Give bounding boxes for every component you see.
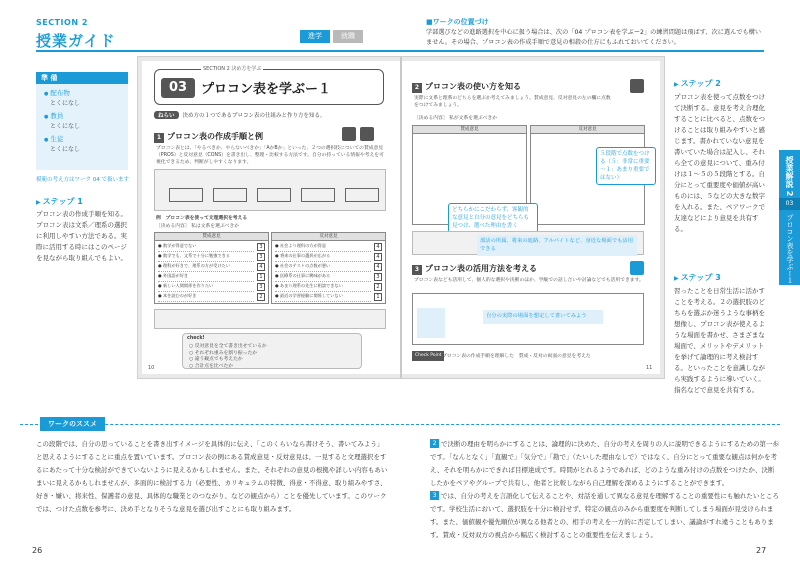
- cons-table: [271, 232, 386, 304]
- table-row: ● 社会のテストの点数が悪い: [275, 263, 371, 272]
- prep-note: 模範の考え方はワーク 04 で扱います: [36, 177, 129, 183]
- section-number: SECTION 2: [36, 18, 88, 27]
- step1-title: ▶ ステップ 1: [36, 196, 83, 207]
- step3-title: ▶ ステップ 3: [674, 272, 721, 283]
- example-annotation: 自分の実際の場面を想定して書いてみよう: [483, 310, 603, 324]
- unit-number: 03: [161, 78, 195, 98]
- nerai-text: 決め方の１つであるプロコン表の仕組みと作り方を知る。: [182, 113, 326, 119]
- check-item: ○ 違う観点でも考えたか: [189, 357, 243, 362]
- usage-table[interactable]: [412, 293, 644, 345]
- book-section-2-intro: 実際に文系と理系のどちらを選ぶか考えてみましょう。賛成意見、反対意見の左の欄に点数をつけてみましょう。: [414, 96, 611, 108]
- score-box: 3: [257, 253, 265, 261]
- score-box: 3: [257, 283, 265, 291]
- preparation-box: [36, 72, 128, 170]
- flow-step: [169, 188, 203, 202]
- unit-title: プロコン表を学ぶー１: [201, 82, 332, 97]
- score-box: 1: [257, 273, 265, 281]
- nerai-label: ねらい: [154, 111, 179, 119]
- check-point-text: プロコン表の作成手順を理解した 賛成・反対の両面の意見を考えた: [442, 354, 591, 359]
- course-tabs: [300, 30, 363, 43]
- score-box: 3: [257, 243, 265, 251]
- practice-table-title: ［決める内容］ 私が文系を選ぶべきか: [414, 116, 498, 121]
- prep-item-sub: とくになし: [50, 123, 81, 130]
- check-point-label: Check Point: [412, 351, 444, 361]
- table-row: ● 新しい人間関係を作りたい: [158, 283, 254, 292]
- side-tab-topic: プロコン表を学ぶー１: [786, 214, 794, 284]
- step3-body: 習ったことを日常生活に活かすことを考える。２の選択肢のどちらを選ぶか迷うような事柄を想像し、プロコン表が使えるような場面を書かせ、さまざまな場面で、メリットやデメリットを挙げて論理的に考え検討する。といったことを意識しながら実践するように導いていく。指名などで意見を共有する。: [674, 287, 765, 394]
- table-row: ● 理科が好きで、理系の方が受けたい: [158, 263, 254, 272]
- work-recommendation-right: [430, 438, 780, 542]
- score-box: 3: [374, 273, 382, 281]
- recommendation-item: 2 で決断の理由を明らかにすることは、論理的に決めた、自分の考えを周りの人に説明できるようにするための第一歩です。「なんとなく」「直観で」「気分で」「勘で」（たいした理由なしで）ではなく、自分にとって重要な観点は何かを考え、それを明らかにできれば目標達成です。時間がとれるようであれば、どのような重み付けの点数をつけたか、決断したかをペアやグループで共有し、他者と比較しながら自己理解を深めるようにすることができます。: [430, 440, 779, 487]
- step1-body: プロコン表の作成手順を知る。プロコン表は文系／理系の選択に利用しやすい方法である。実際に活用する時にはこのページを見ながら取り組んでもよい。: [36, 210, 127, 262]
- prep-item-sub: とくになし: [50, 100, 81, 107]
- cons-header: 反対意見: [272, 233, 385, 241]
- flow-step: [345, 188, 379, 202]
- check-item: ○ それぞれ重みを割り振ったか: [189, 350, 258, 356]
- tab-shingaku[interactable]: 進学: [300, 30, 330, 43]
- check-item: ○ 合計点を比べたか: [189, 363, 234, 369]
- table-row: ● 社会より理科の方が得意: [275, 243, 371, 252]
- table-row: ● あまり理系の先生に相談できない: [275, 283, 371, 292]
- score-box: 4: [374, 243, 382, 251]
- practice-pros-header: 賛成意見: [413, 126, 526, 134]
- book-page-number: 10: [148, 365, 155, 371]
- side-tab-number: 03: [779, 198, 800, 210]
- prep-item: ● 配布物: [36, 88, 128, 97]
- score-box: 1: [374, 293, 382, 301]
- table-row: ● 最近の学習経験に関係していない: [275, 293, 371, 302]
- book-section-3-title: 3 プロコン表の活用方法を考える: [412, 263, 537, 275]
- decision-box: [412, 231, 644, 255]
- step2-title: ▶ ステップ 2: [674, 78, 721, 89]
- score-box: 4: [374, 263, 382, 271]
- score-box: 4: [257, 263, 265, 271]
- preparation-title: 準 備: [36, 72, 128, 84]
- book-section-3-body: プロコン表なども活用して、個人的な選択や決断のほか、学級での話し合いや討論などでも活用できます。: [414, 278, 644, 283]
- prep-item: ● 教員: [36, 111, 128, 120]
- practice-cons-header: 反対意見: [531, 126, 644, 134]
- check-label: check!: [187, 336, 205, 341]
- table-row: ● 数学でも、文系で十分に勉強できる: [158, 253, 254, 262]
- book-section-2-title: 2 プロコン表の使い方を知る: [412, 81, 521, 93]
- work-position-body: 学部選びなどの進路選択を中心に扱う場合は、次の「04 プロコン表を学ぶー2」の練習問題は飛ばす、次に選んでも構いません。その場合、プロコン表の作成手順で意見の相殺の仕方にもふれておいてください。: [426, 29, 762, 46]
- table-row: ● 将来の仕事の選択が広がる: [275, 253, 371, 262]
- recommendation-item: 3 では、自分の考えを言語化して伝えることや、対話を通して異なる意見を理解することの重要性にも触れたいところです。学校生活において、選択肢を十分に検討せず、特定の観点のみから重要度を判断してしまう場面が見受けられます。また、価値観や優先順位が異なる他者との、相手の考えを一方的に否定してしまい、議論がすれ違うこともあります。賛成・反対双方の視点から幅広く検討することの重要性を伝えましょう。: [430, 492, 779, 539]
- unit-section-label: SECTION 2 決め方を学ぶ: [203, 66, 262, 72]
- side-index-tab[interactable]: [779, 150, 800, 285]
- check-box: [182, 333, 362, 369]
- group-icon: [360, 127, 374, 141]
- example-title: 例 プロコン表を使って文理選択を考える: [156, 216, 248, 221]
- side-tab-title: 授業解説 2: [785, 156, 794, 197]
- score-box: 2: [257, 293, 265, 301]
- table-row: ● 数学が得意でない: [158, 243, 254, 252]
- nerai-line: [154, 111, 384, 123]
- textbook-left-page: [142, 61, 400, 374]
- flow-step: [213, 188, 247, 202]
- usage-annotation: 部活の所属、将来の進路、アルバイトなど、身近な場面でも活用できる: [477, 235, 637, 256]
- header-divider: [36, 50, 764, 52]
- person-icon: [630, 261, 644, 275]
- flow-step: [257, 188, 291, 202]
- pros-header: 賛成意見: [155, 233, 268, 241]
- work-position-heading: ■ワークの位置づけ: [426, 18, 489, 26]
- prep-item-sub: とくになし: [50, 146, 81, 153]
- book-section-1-title: 1 プロコン表の作成手順と例: [154, 131, 263, 143]
- example-table-title: ［決める内容］ 私は文系を選ぶべきか: [156, 224, 240, 229]
- page-title: 授業ガイド: [36, 32, 116, 50]
- score-annotation: ５段階で点数をつける（５：非常に重要～１：あまり重要ではない）: [596, 147, 656, 185]
- tab-shushoku[interactable]: 就職: [333, 30, 363, 43]
- page-number-left: 26: [32, 546, 43, 555]
- score-box: 2: [374, 283, 382, 291]
- page-number-right: 27: [756, 546, 767, 555]
- work-recommendation-left: この段階では、自分の思っていることを書き出すイメージを具体的に伝え、「このくらいなら書けそう、書いてみよう」と思えるようにすることに重点を置いています。プロコン表の例にある賛成意見・反対意見は、一見すると文理選択をするにあたって十分な検討ができていないように見えるかもしれません。また、それぞれの意見の根拠や詳しい内容もあいまいに見えるかもしれませんが、多面的に検討する力（必要性、カリキュラムの特徴、得意・不得意、取り組みやすさ、好き・嫌い、将来性、保護者の意見、具体的な職業とのつながり、などの観点から）ことを優先しています。このワークでは、つけた点数を参考に、決め手となりそうな意見を選び出すことにも取り組みます。: [36, 440, 388, 513]
- table-row: ● 医療系の仕事に興味がある: [275, 273, 371, 282]
- group-icon: [342, 127, 356, 141]
- textbook-right-page: [402, 61, 660, 374]
- unit-header: [154, 66, 384, 105]
- flow-step: [301, 188, 335, 202]
- table-row: ● 外国語が好き: [158, 273, 254, 282]
- dashed-divider: [20, 424, 780, 425]
- usage-examples-column: [417, 308, 445, 338]
- book-section-1-body: プロコン表とは、「やるべきか、やらないべきか」「AかBか」といった、２つの選択肢についての賛成意見（PROS）と反対意見（CONS）を書き出し、整理・比較する方法です。自分の持っている情報や考えを可視化できるため、判断がしやすくなります。: [156, 146, 384, 165]
- person-icon: [630, 79, 644, 93]
- step2-body: プロコン表を使って点数をつけて決断する。意見を考え合理化することに比べると、点数をつけることは取り組みやすいと感じます。書かれていない意見を書いていた場合は記入し、それら全ての意見について、重み付けは１～５の５段階とする。自分にとって重要度や価値が高いものには、５などの大きな数字を入れる。また、ペアワークで友達などにより意見を共有する。: [674, 93, 765, 233]
- balance-annotation: どちらかにこだわらず、客観的な意見と自分の意見をどちらも見つけ、選べた理由を書く: [448, 203, 538, 233]
- pros-table: [154, 232, 269, 304]
- procedure-flow-box: [154, 169, 386, 211]
- prep-item: ● 生徒: [36, 134, 128, 143]
- textbook-spread: [137, 56, 665, 379]
- work-recommendation-label: ワークのススメ: [40, 417, 105, 431]
- score-box: 4: [374, 253, 382, 261]
- book-page-number: 11: [646, 365, 653, 371]
- check-item: ○ 反対意見を全て書き出せているか: [189, 344, 267, 349]
- work-recommendation-section: [20, 420, 780, 539]
- table-row: ● 本を読むのが好き: [158, 293, 254, 302]
- reason-box: [154, 309, 386, 329]
